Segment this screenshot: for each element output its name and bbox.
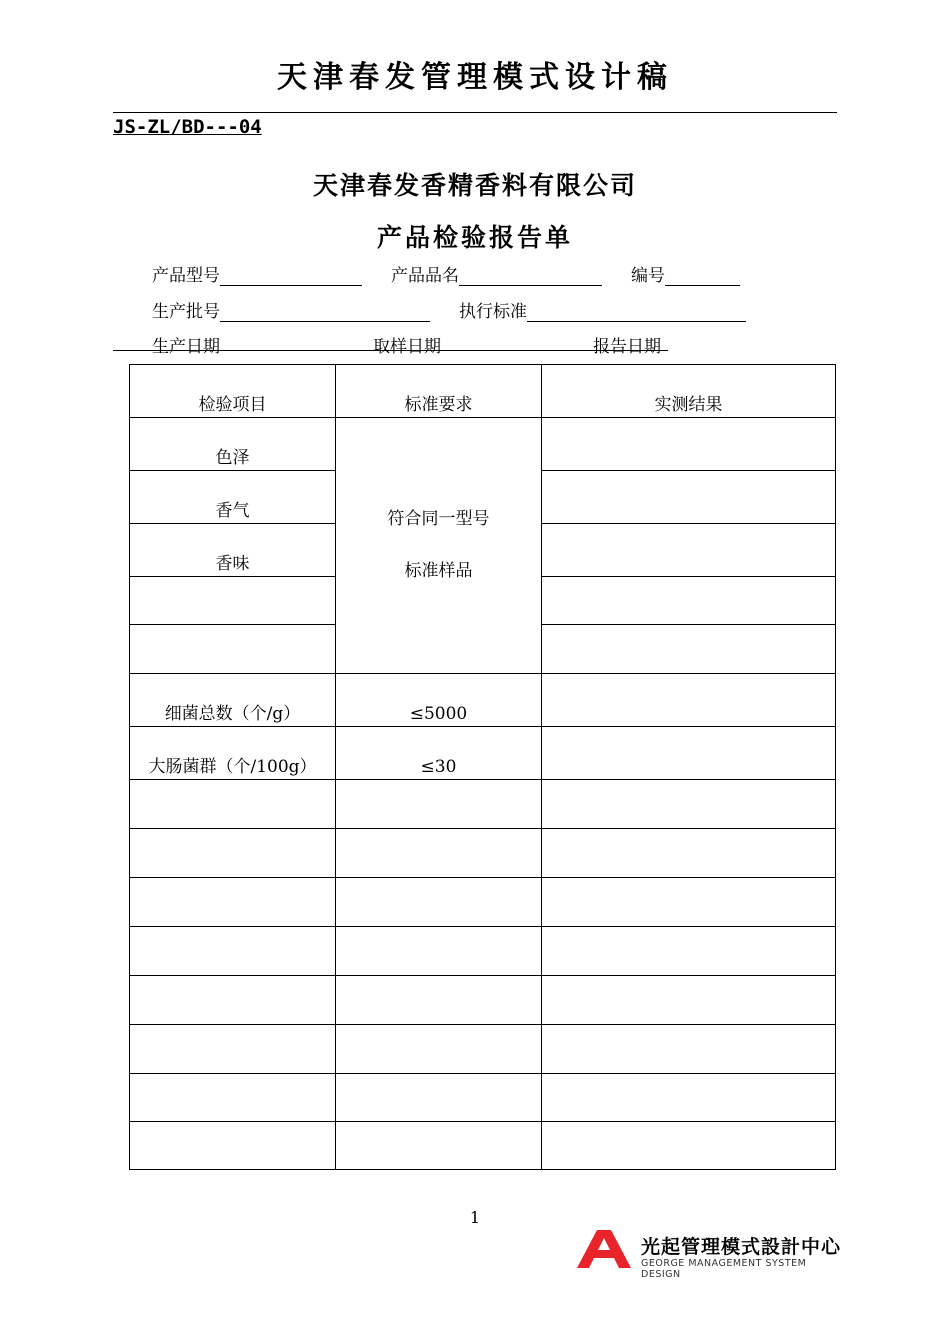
product-name-label: 产品品名 bbox=[391, 266, 459, 286]
table-row bbox=[130, 418, 836, 471]
table-row bbox=[130, 1122, 836, 1170]
result-cell[interactable] bbox=[542, 1122, 836, 1170]
report-date-field[interactable]: 报告日期 bbox=[593, 337, 661, 357]
batch-no-field[interactable] bbox=[152, 297, 430, 322]
standard-label: 执行标准 bbox=[459, 302, 527, 322]
item-cell[interactable] bbox=[130, 1074, 336, 1122]
table-row bbox=[130, 727, 836, 780]
table-row bbox=[130, 878, 836, 927]
item-cell[interactable] bbox=[130, 927, 336, 976]
table-row bbox=[130, 674, 836, 727]
header-requirement: 标准要求 bbox=[336, 365, 542, 418]
item-cell: 香气 bbox=[130, 471, 336, 524]
company-name: 天津春发香精香料有限公司 bbox=[312, 171, 637, 200]
table-row bbox=[130, 976, 836, 1025]
item-cell[interactable] bbox=[130, 976, 336, 1025]
result-cell[interactable] bbox=[542, 674, 836, 727]
header-divider bbox=[113, 112, 837, 113]
table-row bbox=[130, 927, 836, 976]
logo-mark-icon bbox=[575, 1228, 635, 1270]
item-cell: 细菌总数（个/g） bbox=[130, 674, 336, 727]
table-header-row bbox=[130, 365, 836, 418]
batch-no-blank[interactable] bbox=[220, 303, 430, 322]
item-cell[interactable] bbox=[130, 829, 336, 878]
item-cell[interactable] bbox=[130, 878, 336, 927]
serial-no-blank[interactable] bbox=[665, 267, 740, 286]
logo-name-cn: 光起管理模式設計中心 bbox=[641, 1236, 842, 1258]
product-name-field[interactable] bbox=[391, 261, 602, 286]
result-cell[interactable] bbox=[542, 829, 836, 878]
form-title: 产品检验报告单 bbox=[376, 223, 573, 252]
result-cell[interactable] bbox=[542, 471, 836, 524]
item-cell[interactable] bbox=[130, 625, 336, 674]
header-title: 天津春发管理模式设计稿 bbox=[277, 60, 673, 95]
serial-no-field[interactable] bbox=[631, 261, 740, 286]
product-model-label: 产品型号 bbox=[152, 266, 220, 286]
result-cell[interactable] bbox=[542, 927, 836, 976]
requirement-cell: ≤5000 bbox=[336, 674, 542, 727]
requirement-cell[interactable] bbox=[336, 829, 542, 878]
standard-field[interactable] bbox=[459, 297, 746, 322]
item-cell[interactable] bbox=[130, 577, 336, 625]
requirement-cell[interactable] bbox=[336, 1122, 542, 1170]
item-cell[interactable] bbox=[130, 1122, 336, 1170]
page-number: 1 bbox=[469, 1208, 481, 1227]
item-cell[interactable] bbox=[130, 780, 336, 829]
result-cell[interactable] bbox=[542, 1025, 836, 1074]
product-model-field[interactable] bbox=[152, 261, 362, 286]
requirement-cell[interactable] bbox=[336, 927, 542, 976]
date-row-underline bbox=[113, 350, 668, 351]
table-row bbox=[130, 1074, 836, 1122]
item-cell: 香味 bbox=[130, 524, 336, 577]
inspection-table bbox=[129, 364, 836, 1170]
table-row bbox=[130, 1025, 836, 1074]
product-model-blank[interactable] bbox=[220, 267, 362, 286]
result-cell[interactable] bbox=[542, 976, 836, 1025]
item-cell: 大肠菌群（个/100g） bbox=[130, 727, 336, 780]
result-cell[interactable] bbox=[542, 625, 836, 674]
standard-blank[interactable] bbox=[527, 303, 746, 322]
table-row bbox=[130, 780, 836, 829]
sensory-requirement-cell bbox=[336, 418, 542, 674]
result-cell[interactable] bbox=[542, 524, 836, 577]
logo-name-en: GEORGE MANAGEMENT SYSTEM DESIGN bbox=[641, 1258, 807, 1280]
product-name-blank[interactable] bbox=[459, 267, 602, 286]
item-cell[interactable] bbox=[130, 1025, 336, 1074]
requirement-cell[interactable] bbox=[336, 1074, 542, 1122]
requirement-cell: ≤30 bbox=[336, 727, 542, 780]
result-cell[interactable] bbox=[542, 727, 836, 780]
item-cell: 色泽 bbox=[130, 418, 336, 471]
sampling-date-field[interactable]: 取样日期 bbox=[373, 337, 441, 357]
document-code: JS-ZL/BD---04 bbox=[113, 116, 262, 138]
requirement-line: 符合同一型号 bbox=[387, 508, 490, 529]
result-cell[interactable] bbox=[542, 878, 836, 927]
batch-no-label: 生产批号 bbox=[152, 302, 220, 322]
requirement-cell[interactable] bbox=[336, 780, 542, 829]
header-result: 实测结果 bbox=[542, 365, 836, 418]
requirement-cell[interactable] bbox=[336, 1025, 542, 1074]
result-cell[interactable] bbox=[542, 780, 836, 829]
requirement-cell[interactable] bbox=[336, 878, 542, 927]
header-item: 检验项目 bbox=[130, 365, 336, 418]
serial-no-label: 编号 bbox=[631, 266, 665, 286]
production-date-field[interactable]: 生产日期 bbox=[152, 337, 220, 357]
result-cell[interactable] bbox=[542, 577, 836, 625]
result-cell[interactable] bbox=[542, 418, 836, 471]
result-cell[interactable] bbox=[542, 1074, 836, 1122]
requirement-cell[interactable] bbox=[336, 976, 542, 1025]
requirement-line: 标准样品 bbox=[404, 560, 473, 581]
table-row bbox=[130, 829, 836, 878]
footer-logo bbox=[575, 1228, 845, 1280]
